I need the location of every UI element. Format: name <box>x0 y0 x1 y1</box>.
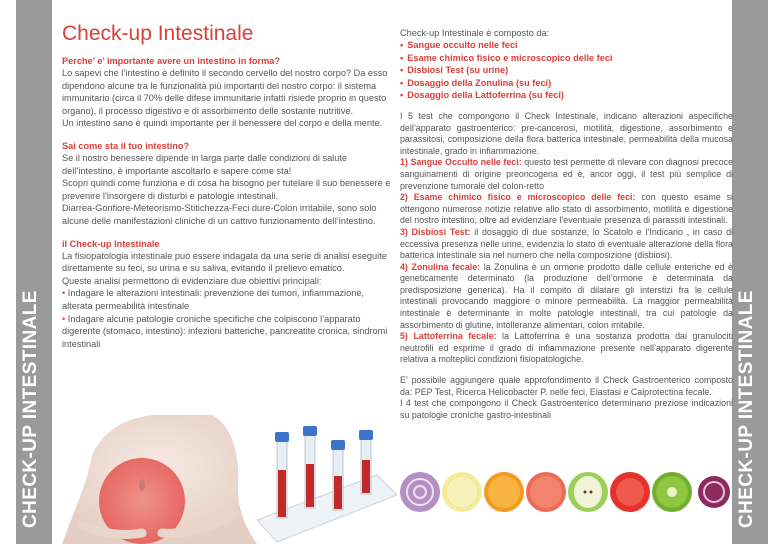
fruit-slices <box>400 462 730 522</box>
test-list-item: • Esame chimico fisico e microscopico delle feci <box>400 52 733 65</box>
test-list-item: • Sangue occulto nelle feci <box>400 39 733 52</box>
onion-slice-icon <box>400 472 440 512</box>
abdomen-illustration <box>62 415 397 544</box>
section-title-importance: Perche’ e’ importante avere un intestino in forma? <box>62 56 281 66</box>
paragraph: Queste analisi permettono di evidenziare due obiettivi principali: <box>62 275 322 286</box>
test-description: 4) Zonulina fecale: la Zonulina è un ormone prodotto dalle cellule enteriche ed è geneticamente determinato (la produzione dell’ormone è determinata da predisposizione generica). Ha il compito di dilatare gli interstizi fra le cellule intestinali provocando maggiore o minore permeabilità. La maggior permeabilità intestinale è determinante in molte patologie intestinali, tra cui patologie da assorbimento di glutine, intolleranze alimentari, colon irritabile. <box>400 261 733 330</box>
test-list-item: • Dosaggio della Zonulina (su feci) <box>400 77 733 90</box>
paragraph: Scopri quindi come funziona e di cosa ha bisogno per tutelare il suo benessere e prevenire l’insorgere di disturbi e patologie intestinali. <box>62 178 391 201</box>
orange-slice-icon <box>484 472 524 512</box>
composition-intro: Check-up Intestinale è composto da: <box>400 28 550 38</box>
test-list-item: • Dosaggio della Lattoferrina (su feci) <box>400 89 733 102</box>
test-description: 2) Esame chimico fisico e microscopico delle feci: con questo esame si ottengono numerose notizie relative allo stato di assorbimento, motilità e digestione del nostro intestino, oltre ad evidenziare l’eventuale presenza di parassiti intestinali. <box>400 192 733 226</box>
side-label-right: CHECK-UP INTESTINALE <box>736 290 757 528</box>
test-tubes <box>257 426 397 542</box>
red-onion-slice-icon <box>698 476 730 508</box>
page-title: Check-up Intestinale <box>62 22 254 45</box>
test-list-item: • Disbiosi Test (su urine) <box>400 64 733 77</box>
test-description: 3) Disbiosi Test: il dosaggio di due sostanze, lo Scatolo e l’Indicano , in caso di eccessiva presenza nelle urine, evidenzia lo stato di eventuale alterazione della flora batterica intestinale sia nel numero che nella composizione (disbiosi). <box>400 226 733 261</box>
test-description: 1) Sangue Occulto nelle feci: questo test permette di rilevare con diagnosi precoce sanguinamenti di origine preoncogena ed è, ancor oggi, il test più semplice di prevenzione tumorale del colon-retto <box>400 157 734 191</box>
paragraph: E’ possibile aggiungere quale approfondimento il Check Gastroenterico composto da: PEP Test, Ricerca Helicobacter P. nelle feci, Elastasi e Calprotectina fecale. <box>400 375 733 397</box>
section-title-checkup: il Check-up Intestinale <box>62 238 160 249</box>
paragraph: Diarrea-Gonfiore-Meteorismo-Stitichezza-Feci dure-Colon irritabile, sono solo alcune delle manifestazioni cliniche di un cattivo funzionamento dell’intestino. <box>62 203 377 226</box>
citrus-slice-icon <box>442 472 482 512</box>
bullet-item: • Indagare alcune patologie croniche specifiche che colpiscono l’apparato digerente (stomaco, intestino): infezioni batteriche, pancreatite cronica, sindromi intestinali <box>62 313 388 349</box>
paragraph: Se il nostro benessere dipende in larga parte dalle condizioni di salute dell’intestino, è importante ascoltarlo e sapere come sta! <box>62 152 347 176</box>
side-band-left <box>16 0 52 544</box>
apple-slice-icon <box>568 472 608 512</box>
test-description: 5) Lattoferrina fecale: la Lattoferrina è una sostanza prodotta dai granulociti neutrofili ed esprime il grado di infiammazione presente nell’apparato digerente relativa a molteplici condizioni fisiopatologiche. <box>400 331 733 365</box>
left-column <box>62 22 392 350</box>
side-label-left: CHECK-UP INTESTINALE <box>20 290 41 528</box>
paragraph: I 4 test che compongono il Check Gastroenterico determinano preziose indicazioni su patologie croniche gastro-intestinali <box>400 398 733 420</box>
test-list <box>400 39 733 102</box>
right-column <box>400 28 733 421</box>
paragraph: Un intestino sano è quindi importante per il benessere del corpo e della mente. <box>62 118 383 129</box>
tomato-slice-icon <box>610 472 650 512</box>
bullet-item: • Indagare le alterazioni intestinali: prevenzione dei tumori, infiammazione, alterata permeabilità intestinale <box>62 288 364 311</box>
paragraph: Lo sapevi che l’intestino è definito il secondo cervello del nostro corpo? Da esso dipendono alcune tra le funzionalità più importanti del nostro corpo: il sistema immunitario (circa il 70% delle difese immunitarie infatti risiede proprio in questo organo), il processo digestivo e di assorbimento delle sostante nutritive. <box>62 68 388 116</box>
grapefruit-slice-icon <box>526 472 566 512</box>
section-title-status: Sai come sta il tuo intestino? <box>62 140 190 151</box>
paragraph: La fisiopatologia intestinale può essere indagata da una serie di analisi eseguite direttamente su feci, su urina e su saliva, evitando il prelievo ematico. <box>62 250 387 274</box>
kiwi-slice-icon <box>652 472 692 512</box>
paragraph: I 5 test che compongono il Check Intestinale, indicano alterazioni aspecifiche dell’apparato gastroenterico: pre-cancerosi, motilità, digestione, assorbimento e parassitosi, composizione della flora batterica intestinale, permeabilità della mucosa intestinale, grado in infiammazione. <box>400 110 733 156</box>
side-band-right <box>732 0 768 544</box>
